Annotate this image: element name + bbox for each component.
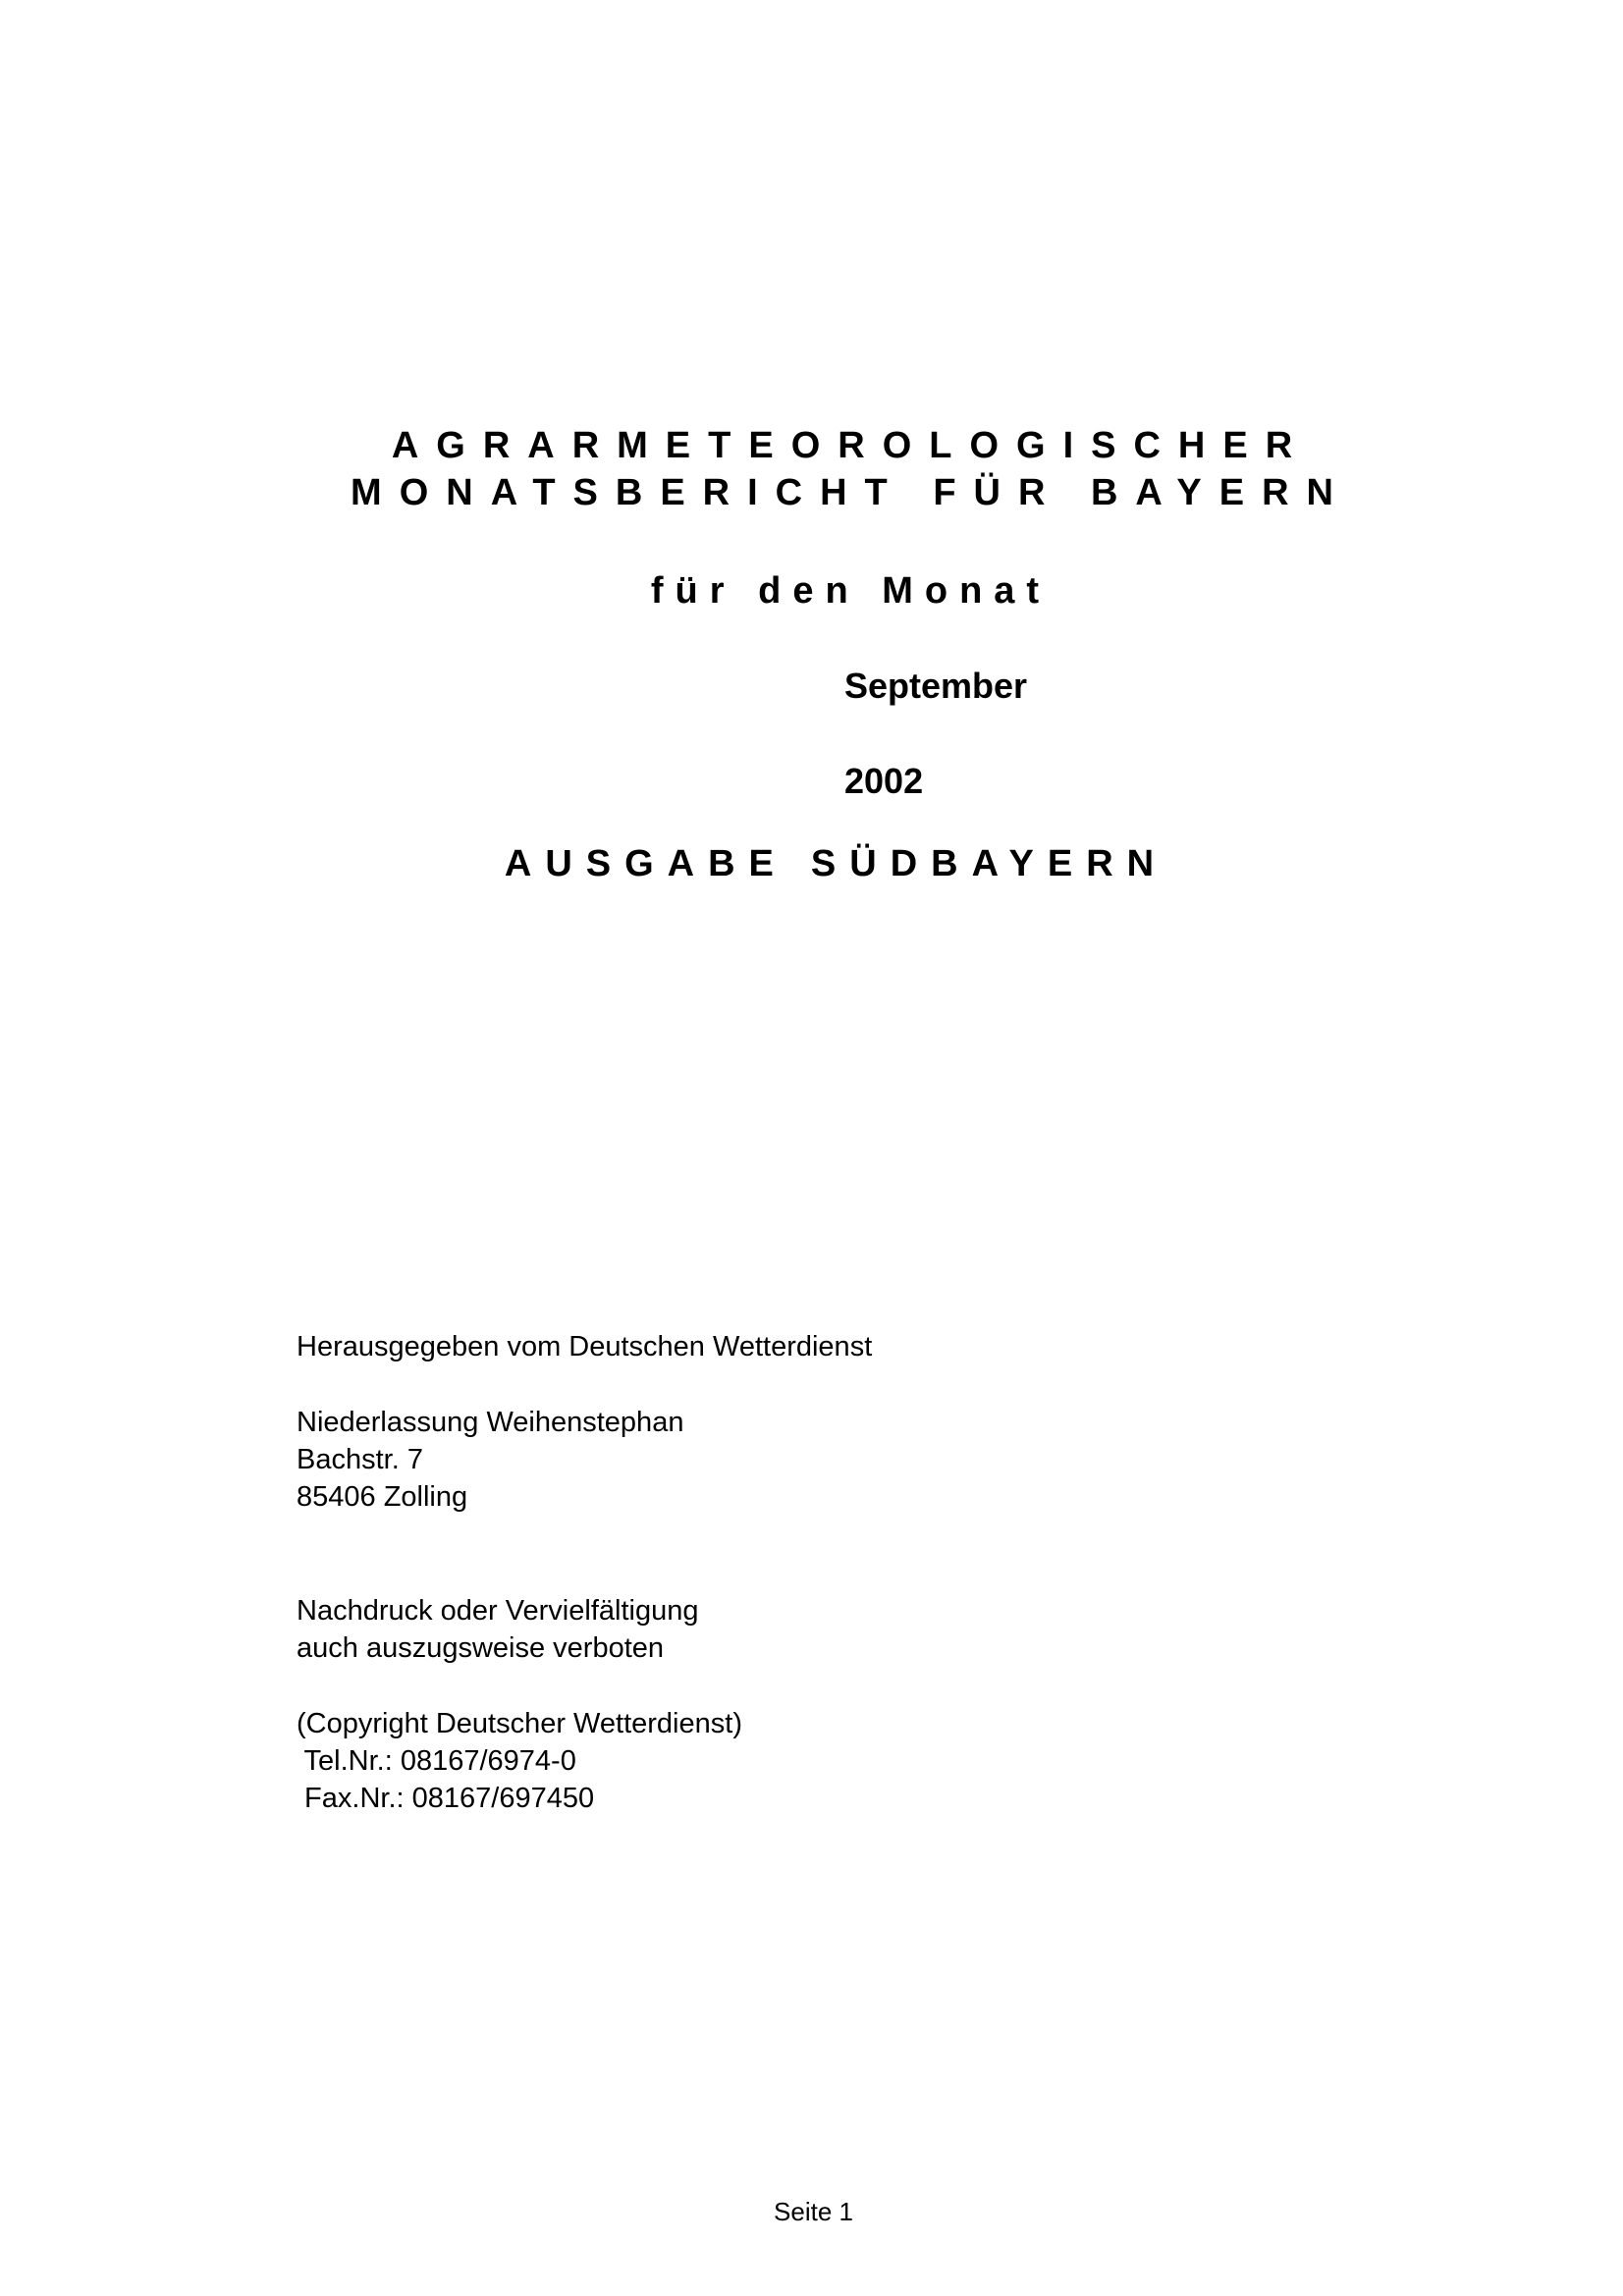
office-city: 85406 Zolling [297, 1481, 468, 1513]
reprint-notice-line-2: auch auszugsweise verboten [297, 1632, 665, 1664]
fax-number: Fax.Nr.: 08167/697450 [297, 1783, 595, 1814]
report-edition [0, 840, 1623, 887]
issued-by-text: Herausgegeben vom Deutschen Wetterdienst [297, 1331, 873, 1362]
report-subtitle: für den Monat [650, 570, 1052, 612]
report-month: September [844, 666, 1028, 706]
office-street: Bachstr. 7 [297, 1444, 423, 1475]
page-number: Seite 1 [774, 2197, 853, 2226]
phone-number: Tel.Nr.: 08167/6974-0 [297, 1745, 576, 1777]
report-title-line-1: AGRARMETEOROLOGISCHER [391, 425, 1311, 466]
report-year: 2002 [844, 761, 924, 801]
edition-label: AUSGABE [504, 843, 787, 884]
report-title-line-2: MONATSBERICHT FÜR BAYERN [351, 472, 1351, 513]
copyright-notice: (Copyright Deutscher Wetterdienst) [297, 1708, 742, 1739]
edition-region: SÜDBAYERN [810, 843, 1168, 884]
reprint-notice-line-1: Nachdruck oder Vervielfältigung [297, 1595, 699, 1627]
office-name: Niederlassung Weihenstephan [297, 1407, 684, 1438]
